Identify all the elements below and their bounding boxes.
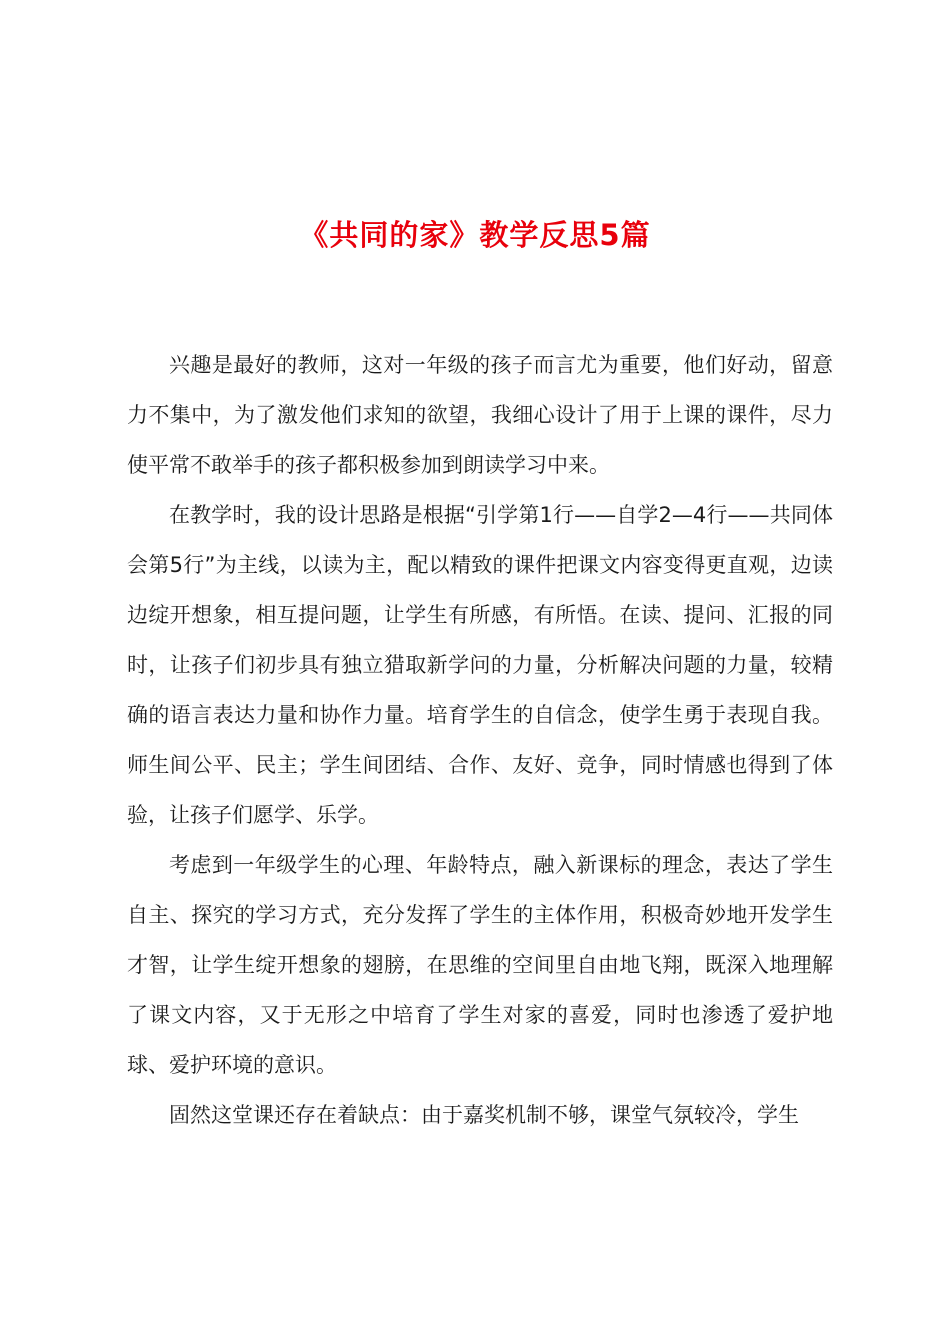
document-title: 《共同的家》教学反思5篇 bbox=[299, 218, 651, 252]
paragraph-2: 在教学时，我的设计思路是根据“引学第1行——自学2—4行——共同体会第5行”为主线，以读为主，配以精致的课件把课文内容变得更直观，边读边绽开想象，相互提问题，让学生有所感，有所悟。在读、提问、汇报的同时，让孩子们初步具有独立猎取新学问的力量，分析解决问题的力量，较精确的语言表达力量和协作力量。培育学生的自信念，使学生勇于表现自我。师生间公平、民主；学生间团结、合作、友好、竞争，同时情感也得到了体验，让孩子们愿学、乐学。 bbox=[127, 503, 833, 827]
document-body bbox=[127, 340, 833, 1140]
paragraph-3: 考虑到一年级学生的心理、年龄特点，融入新课标的理念，表达了学生自主、探究的学习方式，充分发挥了学生的主体作用，积极奇妙地开发学生才智，让学生绽开想象的翅膀，在思维的空间里自由地飞翔，既深入地理解了课文内容，又于无形之中培育了学生对家的喜爱，同时也渗透了爱护地球、爱护环境的意识。 bbox=[127, 853, 833, 1077]
paragraph-1: 兴趣是最好的教师，这对一年级的孩子而言尤为重要，他们好动，留意力不集中，为了激发他们求知的欲望，我细心设计了用于上课的课件，尽力使平常不敢举手的孩子都积极参加到朗读学习中来。 bbox=[127, 353, 833, 477]
paragraph-4: 固然这堂课还存在着缺点：由于嘉奖机制不够，课堂气氛较冷，学生 bbox=[169, 1103, 799, 1127]
